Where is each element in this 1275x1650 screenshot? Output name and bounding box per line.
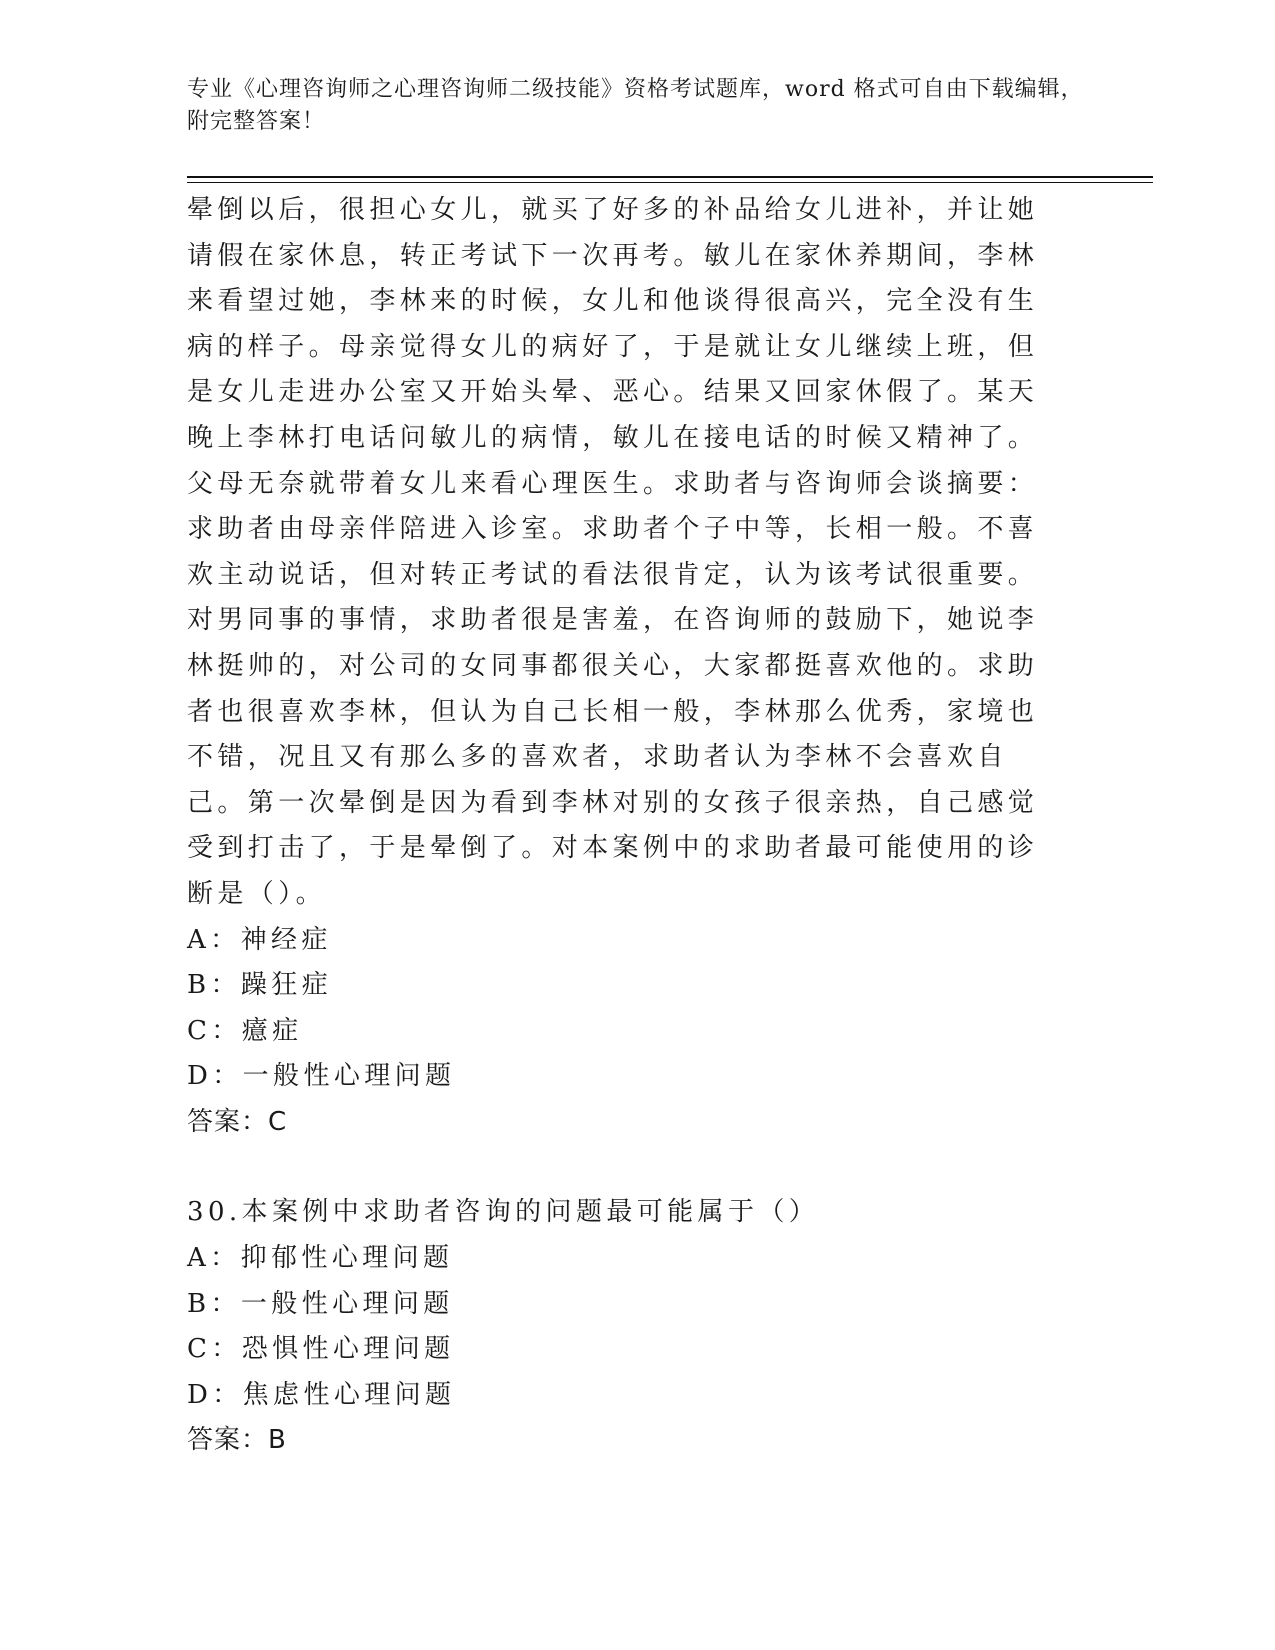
header-rule-thin [187, 182, 1153, 183]
question-29-stem: 晕倒以后，很担心女儿，就买了好多的补品给女儿进补，并让她请假在家休息，转正考试下一次再考。敏儿在家休养期间，李林来看望过她，李林来的时候，女儿和他谈得很高兴，完全没有生病的样子。母亲觉得女儿的病好了，于是就让女儿继续上班，但是女儿走进办公室又开始头晕、恶心。结果又回家休假了。某天晚上李林打电话问敏儿的病情，敏儿在接电话的时候又精神了。父母无奈就带着女儿来看心理医生。求助者与咨询师会谈摘要：求助者由母亲伴陪进入诊室。求助者个子中等，长相一般。不喜欢主动说话，但对转正考试的看法很肯定，认为该考试很重要。对男同事的事情，求助者很是害羞，在咨询师的鼓励下，她说李林挺帅的，对公司的女同事都很关心，大家都挺喜欢他的。求助者也很喜欢李林，但认为自己长相一般，李林那么优秀，家境也不错，况且又有那么多的喜欢者，求助者认为李林不会喜欢自己。第一次晕倒是因为看到李林对别的女孩子很亲热，自己感觉受到打击了，于是晕倒了。对本案例中的求助者最可能使用的诊断是（）。 [187, 195, 1039, 909]
question-30-option-b: B：一般性心理问题 [187, 1288, 454, 1319]
document-body [187, 188, 1067, 1464]
document-header: 专业《心理咨询师之心理咨询师二级技能》资格考试题库，word 格式可自由下载编辑，附完整答案！ [187, 77, 1084, 134]
question-29-option-c: C：癔症 [187, 1015, 303, 1046]
question-30-title: 30.本案例中求助者咨询的问题最可能属于（） [187, 1197, 820, 1228]
question-30-option-d: D：焦虑性心理问题 [187, 1379, 456, 1410]
question-29-option-a: A：神经症 [187, 924, 332, 955]
question-gap [187, 1145, 1067, 1190]
question-30-answer: 答案：B [187, 1425, 287, 1456]
question-30-option-c: C：恐惧性心理问题 [187, 1334, 455, 1365]
question-29-option-b: B：躁狂症 [187, 970, 333, 1001]
question-30-option-a: A：抑郁性心理问题 [187, 1243, 454, 1274]
question-29-answer: 答案：C [187, 1106, 288, 1137]
header-rule-thick [187, 176, 1153, 178]
question-29-option-d: D：一般性心理问题 [187, 1061, 456, 1092]
